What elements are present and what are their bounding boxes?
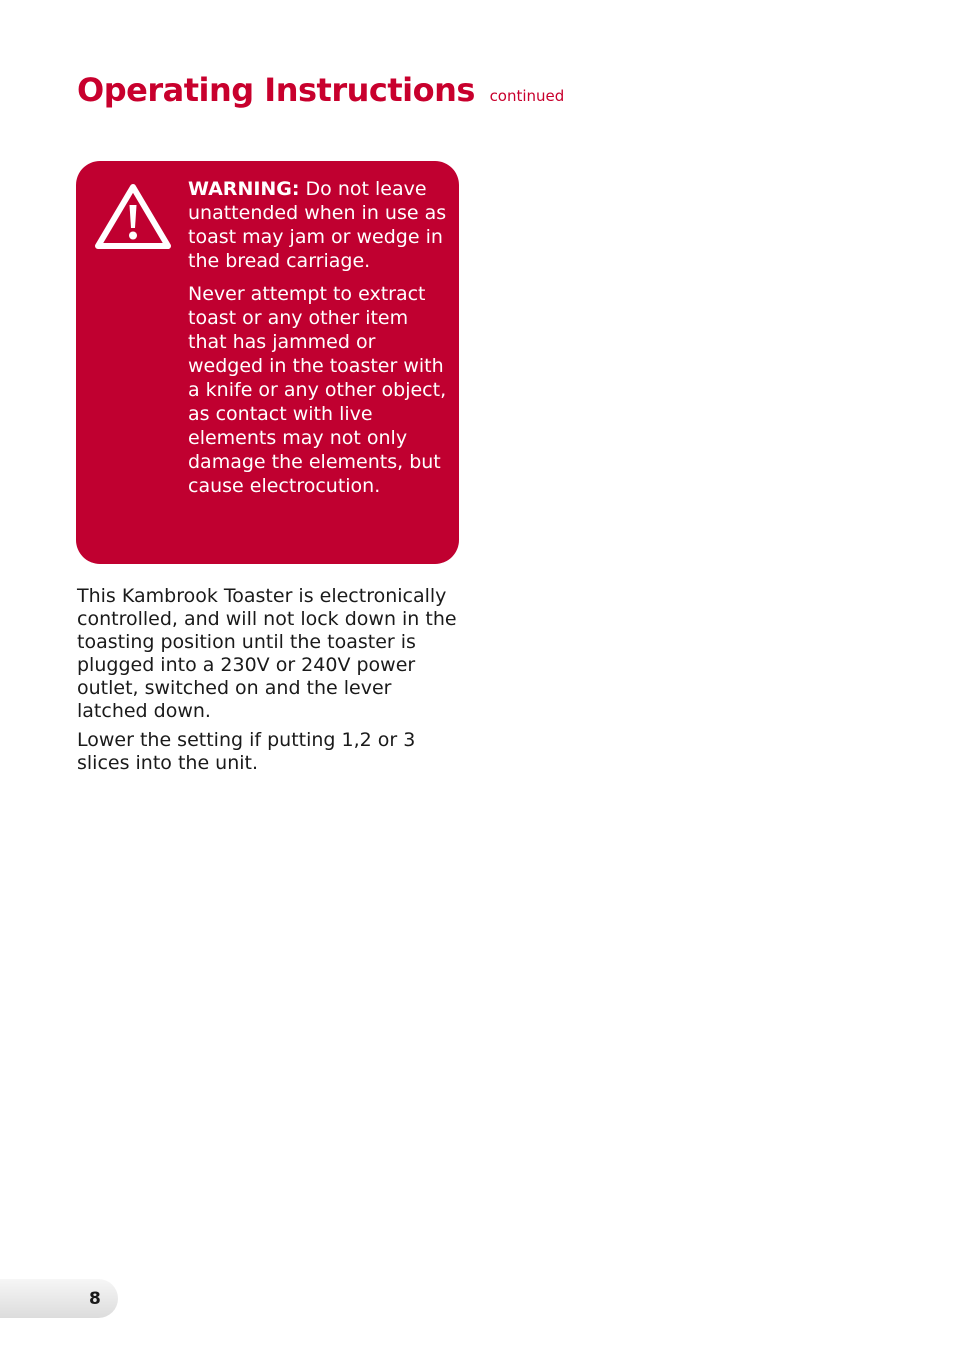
page-title (77, 70, 564, 116)
warning-paragraph-1 (188, 177, 450, 273)
body-paragraph-2: Lower the setting if putting 1,2 or 3 slices into the unit. (77, 729, 416, 774)
page-subtitle: continued (489, 87, 565, 105)
warning-text (188, 177, 450, 498)
body-paragraph-1: This Kambrook Toaster is electronically controlled, and will not lock down in the toasting position until the toaster is plugged into a 230V or 240V power outlet, switched on and the lever latched down. (77, 585, 457, 722)
warning-paragraph-2: Never attempt to extract toast or any other item that has jammed or wedged in the toaster with a knife or any other object, as contact with live elements may not only damage the elements, but cause electrocution. (188, 283, 447, 497)
page-number: 8 (89, 1289, 101, 1309)
warning-text-1: Do not leave unattended when in use as toast may jam or wedge in the bread carriage. (188, 178, 447, 272)
page-title-text: Operating Instructions (77, 71, 475, 109)
body-text (77, 585, 462, 775)
warning-label: WARNING: (188, 178, 300, 200)
warning-triangle-icon (94, 182, 172, 250)
warning-box (76, 161, 459, 564)
